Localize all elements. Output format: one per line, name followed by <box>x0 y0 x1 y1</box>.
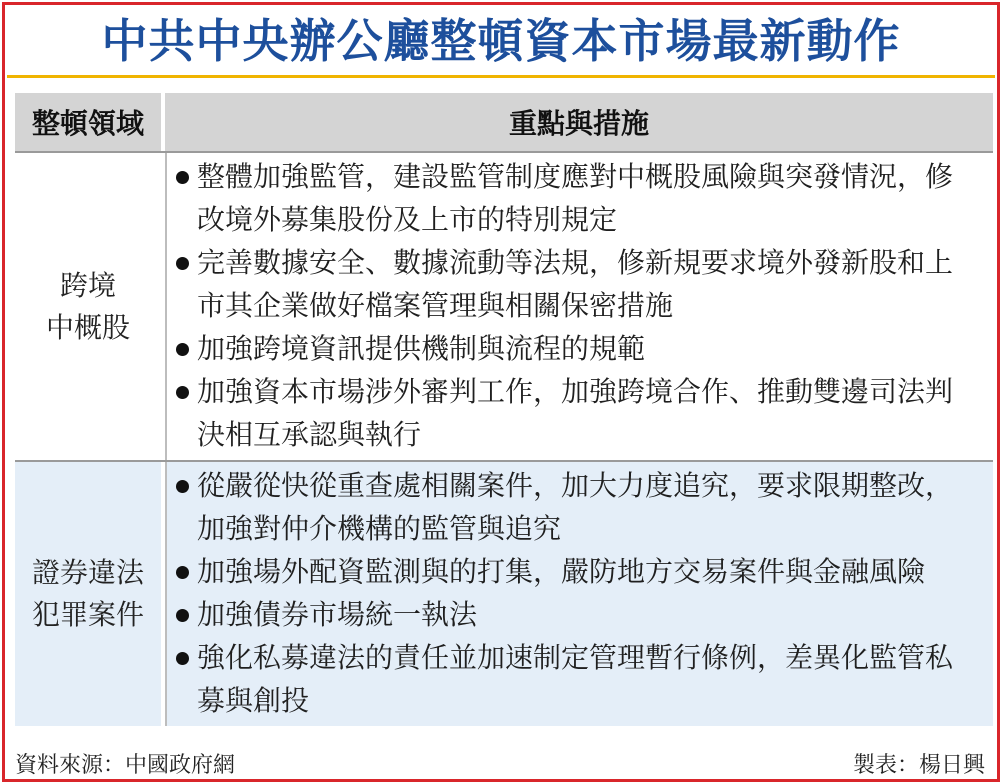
list-item <box>167 327 993 370</box>
page-title: 中共中央辦公廳整頓資本市場最新動作 <box>101 14 901 68</box>
bullet-icon <box>167 327 197 370</box>
infographic-frame <box>2 2 1000 782</box>
measures-cell <box>165 153 993 460</box>
measures-table <box>15 93 993 726</box>
measure-text: 加強跨境資訊提供機制與流程的規範 <box>197 332 646 365</box>
category-cell <box>15 153 161 460</box>
bullet-icon <box>167 636 197 722</box>
list-item <box>167 370 993 456</box>
category-cell <box>15 462 161 726</box>
measure-text: 整體加強監管，建設監管制度應對中概股風險與突發情況，修改境外募集股份及上市的特別規定 <box>197 160 954 236</box>
category-label: 跨境 中概股 <box>45 268 130 344</box>
table-row <box>15 460 993 726</box>
bullet-icon <box>167 464 197 550</box>
bullet-icon <box>167 550 197 593</box>
measure-text: 強化私募違法的責任並加速制定管理暫行條例，差異化監管私募與創投 <box>197 641 954 717</box>
list-item <box>167 593 993 636</box>
category-label: 證券違法 犯罪案件 <box>31 556 144 631</box>
measure-text: 完善數據安全、數據流動等法規，修新規要求境外發新股和上市其企業做好檔案管理與相關保密措施 <box>197 246 954 322</box>
measure-text: 加強債券市場統一執法 <box>197 598 478 631</box>
header-category: 整頓領域 <box>15 93 161 151</box>
table-header-row <box>15 93 993 151</box>
footer <box>15 747 985 779</box>
bullet-icon <box>167 155 197 241</box>
credit-note: 製表：楊日興 <box>852 752 985 778</box>
bullet-icon <box>167 241 197 327</box>
measure-text: 從嚴從快從重查處相關案件，加大力度追究，要求限期整改，加強對仲介機構的監管與追究 <box>197 469 954 545</box>
list-item <box>167 241 993 327</box>
list-item <box>167 464 993 550</box>
measure-text: 加強場外配資監測與的打集，嚴防地方交易案件與金融風險 <box>197 555 926 588</box>
list-item <box>167 550 993 593</box>
table-row <box>15 151 993 460</box>
header-measures: 重點與措施 <box>165 93 993 151</box>
source-note: 資料來源：中國政府網 <box>15 752 236 778</box>
bullet-icon <box>167 370 197 456</box>
measure-text: 加強資本市場涉外審判工作，加強跨境合作、推動雙邊司法判決相互承認與執行 <box>197 375 954 451</box>
list-item <box>167 155 993 241</box>
list-item <box>167 636 993 722</box>
title-divider <box>7 75 995 78</box>
bullet-icon <box>167 593 197 636</box>
measures-cell <box>165 462 993 726</box>
